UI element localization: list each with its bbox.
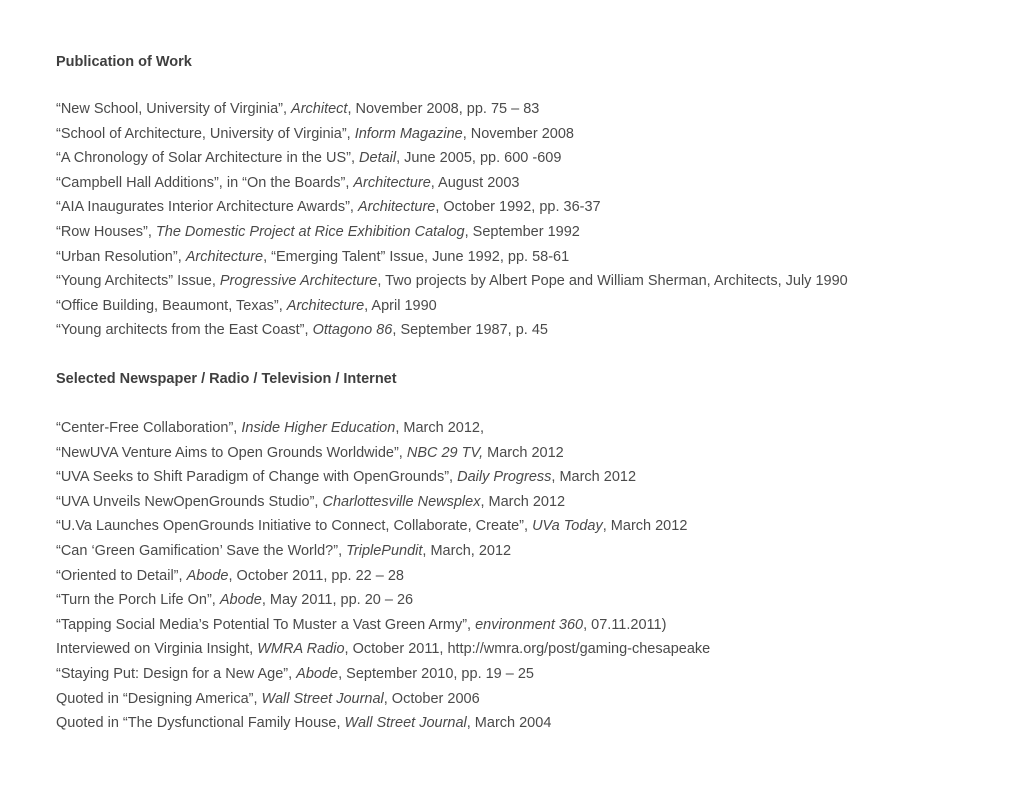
entry-details: , March 2012 — [602, 518, 688, 535]
entry-details: , September 1987, p. 45 — [392, 322, 548, 339]
entry-details: March 2012 — [483, 444, 564, 461]
publications-entry — [56, 195, 848, 220]
publications-entry — [56, 318, 848, 343]
entry-details: , 07.11.2011) — [583, 616, 667, 633]
publications-entry — [56, 97, 848, 122]
entry-details: , March 2004 — [466, 715, 552, 732]
entry-details: , April 1990 — [364, 297, 437, 314]
entry-text: “Can ‘Green Gamification’ Save the World?”, — [56, 542, 347, 559]
entry-text: Quoted in “Designing America”, — [56, 690, 262, 707]
entry-source: NBC 29 TV, — [406, 444, 484, 461]
entry-text: “Campbell Hall Additions”, in “On the Boards”, — [56, 174, 354, 191]
entry-details: , October 2011, http://wmra.org/post/gaming-chesapeake — [344, 641, 711, 658]
entry-source: Inside Higher Education — [241, 420, 396, 436]
entry-source: Abode — [219, 592, 262, 609]
media-entry — [56, 490, 710, 515]
entry-source: Architecture — [357, 199, 436, 216]
media-entry — [56, 441, 710, 466]
entry-details: , October 1992, pp. 36-37 — [435, 199, 601, 216]
entry-text: “AIA Inaugurates Interior Architecture Awards”, — [56, 199, 358, 216]
entry-details: , October 2006 — [383, 690, 480, 707]
media-entry — [56, 637, 710, 662]
entry-text: “Oriented to Detail”, — [56, 567, 187, 584]
entry-source: Architecture — [353, 174, 431, 191]
publications-entry — [56, 269, 848, 294]
entry-text: “UVA Seeks to Shift Paradigm of Change with OpenGrounds”, — [56, 469, 458, 486]
section-heading-media: Selected Newspaper / Radio / Television / Internet — [56, 371, 397, 387]
entry-source: UVa Today — [532, 518, 603, 535]
publications-entry — [56, 146, 848, 171]
entry-text: Interviewed on Virginia Insight, — [56, 641, 258, 658]
publications-list — [56, 97, 848, 343]
entry-source: TriplePundit — [346, 542, 423, 559]
entry-source: Abode — [186, 567, 229, 584]
entry-source: Abode — [296, 665, 339, 682]
entry-source: Charlottesville Newsplex — [322, 493, 481, 510]
entry-details: , November 2008, pp. 75 – 83 — [347, 101, 540, 117]
media-entry — [56, 613, 710, 638]
entry-details: , March 2012 — [480, 493, 566, 510]
entry-text: “UVA Unveils NewOpenGrounds Studio”, — [56, 493, 323, 510]
media-entry — [56, 662, 710, 687]
entry-text: “Urban Resolution”, — [56, 248, 186, 265]
entry-text: “NewUVA Venture Aims to Open Grounds Worldwide”, — [56, 444, 407, 461]
entry-text: “Young Architects” Issue, — [56, 273, 220, 290]
media-entry — [56, 588, 710, 613]
entry-text: “Center-Free Collaboration”, — [56, 420, 242, 436]
entry-text: “Young architects from the East Coast”, — [56, 322, 313, 339]
entry-source: Inform Magazine — [354, 125, 463, 142]
media-entry — [56, 539, 710, 564]
entry-details: , May 2011, pp. 20 – 26 — [261, 592, 414, 609]
entry-text: “A Chronology of Solar Architecture in the US”, — [56, 150, 360, 167]
media-entry — [56, 564, 710, 589]
entry-source: environment 360 — [475, 616, 584, 633]
media-entry — [56, 465, 710, 490]
entry-details: , August 2003 — [430, 174, 520, 191]
media-list — [56, 416, 710, 736]
entry-details: , September 1992 — [464, 223, 580, 240]
entry-source: Progressive Architecture — [219, 273, 378, 290]
entry-source: Ottagono 86 — [312, 322, 393, 339]
media-entry — [56, 416, 710, 441]
entry-text: “Staying Put: Design for a New Age”, — [56, 665, 297, 682]
entry-source: Architecture — [286, 297, 365, 314]
entry-details: , “Emerging Talent” Issue, June 1992, pp. 58-61 — [263, 248, 570, 265]
entry-text: “Row Houses”, — [56, 223, 156, 240]
entry-text: “Tapping Social Media’s Potential To Muster a Vast Green Army”, — [56, 616, 476, 633]
entry-source: Wall Street Journal — [261, 690, 384, 707]
publications-entry — [56, 122, 848, 147]
media-entry — [56, 514, 710, 539]
publications-entry — [56, 294, 848, 319]
entry-text: “New School, University of Virginia”, — [56, 101, 292, 117]
media-entry — [56, 711, 710, 736]
publications-entry — [56, 245, 848, 270]
entry-source: Architect — [291, 101, 348, 117]
entry-text: Quoted in “The Dysfunctional Family House, — [56, 715, 345, 732]
entry-source: Wall Street Journal — [344, 715, 467, 732]
entry-details: , October 2011, pp. 22 – 28 — [228, 567, 404, 584]
entry-text: “Office Building, Beaumont, Texas”, — [56, 297, 287, 314]
entry-text: “Turn the Porch Life On”, — [56, 592, 220, 609]
entry-details: , November 2008 — [462, 125, 574, 142]
entry-text: “U.Va Launches OpenGrounds Initiative to Connect, Collaborate, Create”, — [56, 518, 533, 535]
publications-entry — [56, 171, 848, 196]
entry-details: , June 2005, pp. 600 -609 — [396, 150, 562, 167]
entry-details: , March, 2012 — [422, 542, 512, 559]
entry-source: WMRA Radio — [257, 641, 345, 658]
entry-source: Architecture — [185, 248, 264, 265]
entry-details: , Two projects by Albert Pope and William Sherman, Architects, July 1990 — [377, 273, 848, 290]
section-heading-publications: Publication of Work — [56, 54, 192, 70]
entry-text: “School of Architecture, University of Virginia”, — [56, 125, 355, 142]
entry-details: , September 2010, pp. 19 – 25 — [338, 665, 535, 682]
publications-entry — [56, 220, 848, 245]
media-entry — [56, 687, 710, 712]
entry-source: Daily Progress — [457, 469, 552, 486]
entry-details: , March 2012, — [395, 420, 484, 436]
entry-source: Detail — [359, 150, 397, 167]
entry-source: The Domestic Project at Rice Exhibition Catalog — [155, 223, 465, 240]
entry-details: , March 2012 — [551, 469, 637, 486]
